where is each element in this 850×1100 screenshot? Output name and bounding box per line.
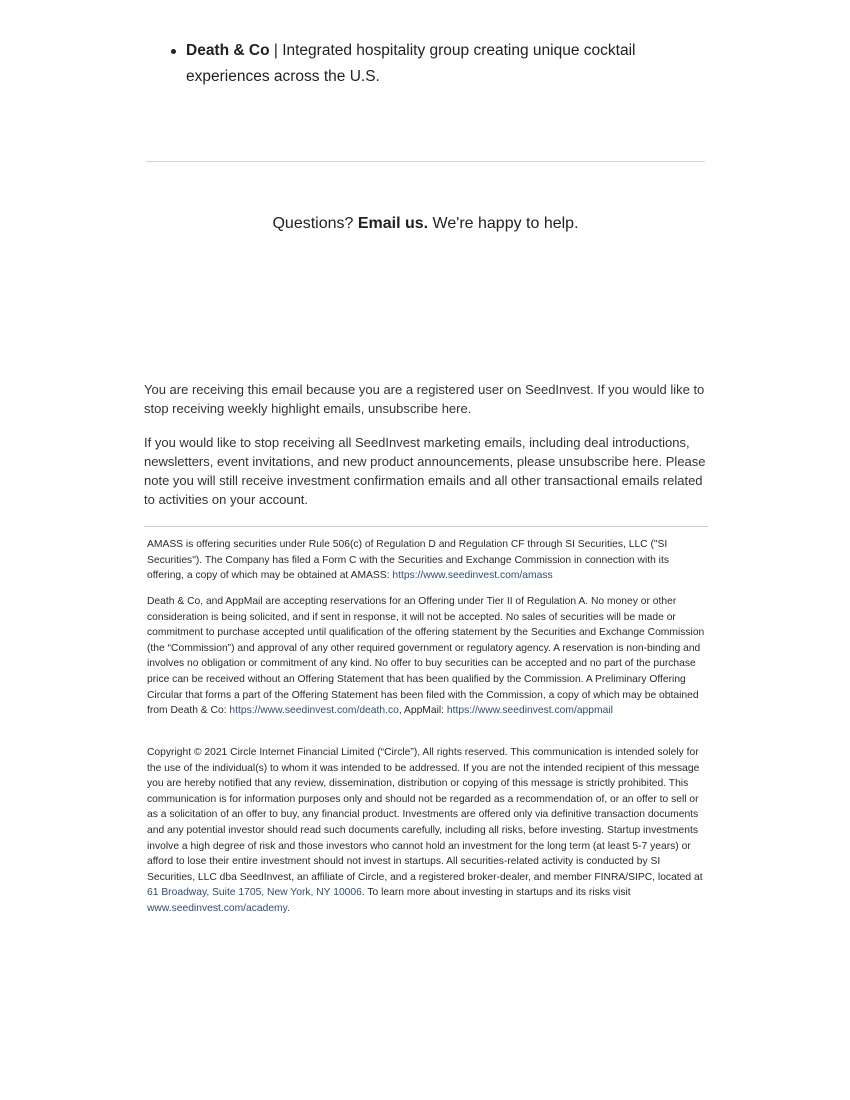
company-description: Integrated hospitality group creating unique cocktail experiences across the U.S.	[186, 42, 636, 85]
questions-prefix: Questions?	[272, 215, 358, 232]
bullet-dot-icon	[171, 49, 176, 54]
learn-more-text: . To learn more about investing in startups and its risks visit	[361, 887, 631, 899]
copyright-text: Copyright © 2021 Circle Internet Financial Limited (“Circle”), All rights reserved. This communication is intended solely for the use of the individual(s) to whom it was intended to be addressed. If you are not the intended recipient of this message you are hereby notified that any review, dissemination, distribution or copying of this message is strictly prohibited. This communication is for information purposes only and should not be regarded as a recommendation of, or an offer to sell or as a solicitation of an offer to buy, any financial product. Investments are offered only via definitive transaction documents and any potential investor should read such documents carefully, including all risks, before investing. Startup investments involve a high degree of risk and those investors who cannot hold an investment for the long term (at least 5-7 years) or afford to lose their entire investment should not invest in startups. All securities-related activity is conducted by SI Securities, LLC dba SeedInvest, an affiliate of Circle, and a registered broker-dealer, and member FINRA/SIPC, located at	[147, 747, 703, 883]
amass-offering-link[interactable]: https://www.seedinvest.com/amass	[392, 570, 553, 582]
reg-a-disclaimer-text: Death & Co, and AppMail are accepting reservations for an Offering under Tier II of Regulation A. No money or other consideration is being solicited, and if sent in response, it will not be accepted. No sales of securities will be made or commitment to purchase accepted until qualification of the offering statement by the Securities and Exchange Commission (the “Commission”) and approval of any other required government or regulatory agency. A reservation is non-binding and involves no obligation or commitment of any kind. No offer to buy securities can be accepted and no part of the purchase price can be received without an Offering Statement that has been qualified by the Commission. A Preliminary Offering Circular that forms a part of the Offering Statement has been filed with the Commission, a copy of which may be obtained from Death & Co:	[147, 596, 705, 717]
appmail-offering-link[interactable]: https://www.seedinvest.com/appmail	[446, 705, 613, 717]
copyright-disclaimer	[147, 745, 707, 917]
legal-divider	[144, 526, 708, 527]
reg-a-disclaimer	[147, 594, 707, 719]
amass-disclaimer	[147, 537, 707, 584]
office-address-link[interactable]: 61 Broadway, Suite 1705, New York, NY 10006	[147, 887, 362, 899]
questions-line	[146, 212, 705, 236]
appmail-separator: , AppMail:	[398, 705, 447, 717]
section-divider	[146, 161, 705, 162]
marketing-unsubscribe-notice: If you would like to stop receiving all SeedInvest marketing emails, including deal introductions, newsletters, event invitations, and new product announcements, please unsubscribe here. Please note you will still receive investment confirmation emails and all other transactional emails related to activities on your account.	[144, 435, 706, 507]
amass-disclaimer-text: AMASS is offering securities under Rule 506(c) of Regulation D and Regulation CF through SI Securities, LLC ("SI Securities"). The Company has filed a Form C with the Securities and Exchange Commission in connection with its offering, a copy of which may be obtained at AMASS:	[147, 539, 669, 582]
academy-link[interactable]: www.seedinvest.com/academy	[147, 902, 288, 914]
email-us-link[interactable]: Email us.	[357, 215, 429, 232]
company-separator: |	[269, 42, 283, 59]
closing-period: .	[287, 902, 290, 914]
company-name: Death & Co	[186, 42, 270, 59]
weekly-unsubscribe-notice: You are receiving this email because you are a registered user on SeedInvest. If you would like to stop receiving weekly highlight emails, unsubscribe here.	[144, 382, 705, 416]
questions-suffix: We're happy to help.	[428, 215, 579, 232]
deathco-offering-link[interactable]: https://www.seedinvest.com/death.co	[229, 705, 399, 717]
company-bullet-item	[186, 38, 716, 90]
company-bullet-list	[186, 38, 716, 90]
